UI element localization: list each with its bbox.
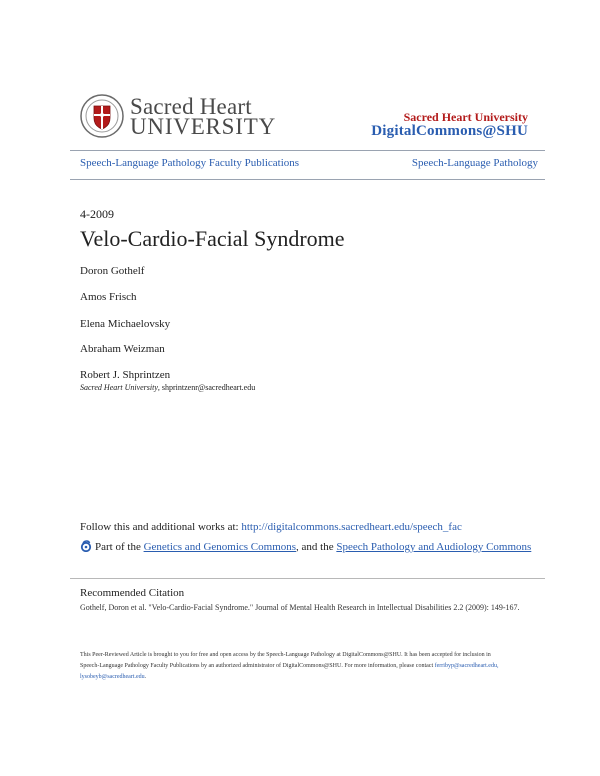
genetics-commons-link[interactable]: Genetics and Genomics Commons (143, 541, 297, 553)
author-affiliation (80, 383, 255, 392)
citation-rule (70, 578, 545, 579)
follow-line (80, 521, 462, 533)
logo-text-line1: Sacred Heart (130, 94, 252, 119)
publication-date: 4-2009 (80, 207, 114, 221)
affiliation-email: , shprintzenr@sacredheart.edu (157, 383, 256, 392)
follow-prefix: Follow this and additional works at: (80, 521, 242, 533)
article-title: Velo-Cardio-Facial Syndrome (80, 226, 345, 251)
citation-text: Gothelf, Doron et al. "Velo-Cardio-Facial Syndrome." Journal of Mental Health Research in Intellectual Disabilities 2.2 (2009): 149-167. (80, 603, 520, 612)
department-link[interactable]: Speech-Language Pathology (411, 157, 538, 169)
part-of-line (80, 540, 540, 554)
affiliation-org: Sacred Heart University (80, 383, 158, 392)
open-access-icon (80, 540, 92, 552)
speech-pathology-commons-link[interactable]: Speech Pathology and Audiology Commons (336, 541, 532, 553)
collection-url-link[interactable]: http://digitalcommons.sacredheart.edu/speech_fac (241, 521, 462, 533)
repository-university[interactable]: Sacred Heart University (403, 110, 528, 124)
header-rule-top (70, 150, 545, 151)
university-seal-icon (80, 94, 124, 138)
author-name: Elena Michaelovsky (80, 318, 171, 330)
citation-heading: Recommended Citation (80, 587, 185, 599)
part-of-middle: , and the (296, 541, 337, 553)
footer-text: This Peer-Reviewed Article is brought to you for free and open access by the Speech-Language Pathology at DigitalCommons@SHU. It has been accepted for inclusion in Speech-Language Pathology Faculty Publications by an authorized administrator of DigitalCommons@SHU. For more information, please contact (80, 652, 491, 669)
footer-notice (80, 650, 510, 683)
header-rule-bottom (70, 179, 545, 180)
collection-link[interactable]: Speech-Language Pathology Faculty Publications (80, 157, 300, 169)
author-name: Doron Gothelf (80, 265, 145, 277)
author-name: Abraham Weizman (80, 343, 165, 355)
part-of-prefix: Part of the (95, 541, 144, 553)
author-name: Robert J. Shprintzen (80, 369, 171, 381)
author-name: Amos Frisch (80, 291, 137, 303)
logo-text-line2: UNIVERSITY (130, 114, 276, 139)
repository-name[interactable]: DigitalCommons@SHU (371, 123, 528, 139)
university-logo[interactable] (80, 94, 280, 142)
contact-email-links[interactable]: ferribyp@sacredheart.edu, lysobeyb@sacredheart.edu (80, 663, 499, 680)
footer-end: . (144, 674, 147, 680)
